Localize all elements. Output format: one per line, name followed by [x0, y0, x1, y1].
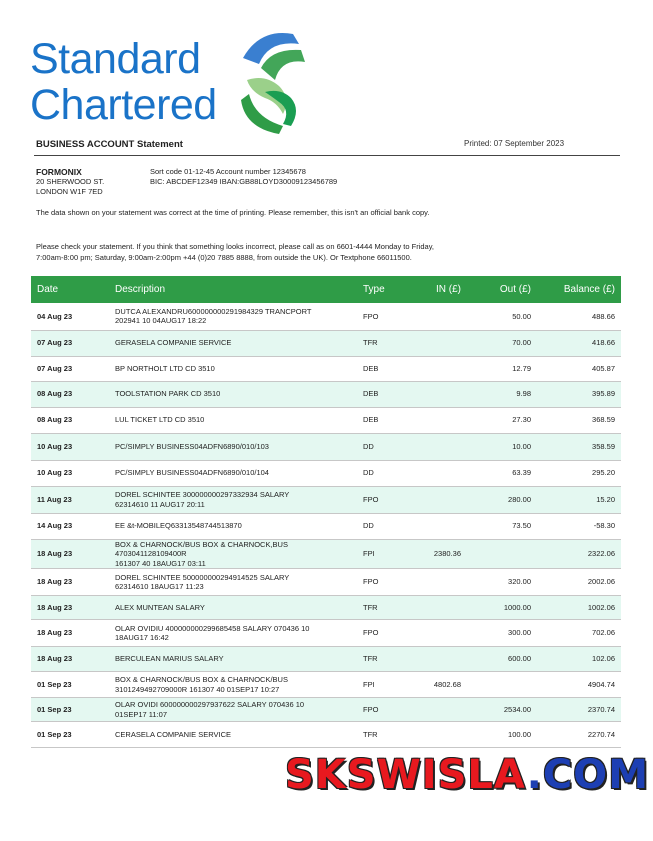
cell-balance: 358.59	[592, 441, 615, 451]
cell-type: DEB	[363, 389, 379, 399]
cell-description: OLAR OVIDI 600000000297937622 SALARY 070436 10 01SEP17 11:07	[115, 700, 305, 719]
cell-out: 100.00	[508, 729, 531, 739]
table-row	[31, 356, 621, 381]
table-row	[31, 433, 621, 460]
cell-out: 70.00	[512, 338, 531, 348]
cell-out: 600.00	[508, 654, 531, 664]
cell-description: OLAR OVIDIU 400000000299685458 SALARY 070436 10 18AUG17 16:42	[115, 623, 310, 642]
cell-balance: 488.66	[592, 311, 615, 321]
cell-balance: 295.20	[592, 468, 615, 478]
cell-type: DD	[363, 441, 374, 451]
cell-date: 01 Sep 23	[37, 704, 72, 714]
table-row	[31, 539, 621, 569]
cell-date: 10 Aug 23	[37, 441, 73, 451]
table-row	[31, 596, 621, 620]
cell-date: 18 Aug 23	[37, 602, 73, 612]
table-row	[31, 381, 621, 407]
header-type: Type	[363, 284, 385, 295]
cell-balance: 368.59	[592, 415, 615, 425]
cell-type: TFR	[363, 602, 378, 612]
cell-description: EE &t-MOBILEQ63313548744513870	[115, 521, 242, 531]
cell-in	[412, 647, 467, 672]
cell-balance: 2002.06	[587, 577, 615, 587]
cell-in	[412, 330, 467, 356]
bank-logo	[30, 36, 330, 136]
cell-out: 1000.00	[503, 602, 531, 612]
cell-date: 18 Aug 23	[37, 628, 73, 638]
cell-date: 18 Aug 23	[37, 654, 73, 664]
header-date: Date	[37, 284, 59, 295]
table-row	[31, 407, 621, 433]
cell-type: FPO	[363, 494, 379, 504]
cell-type: FPI	[363, 679, 375, 689]
cell-type: FPI	[363, 549, 375, 558]
cell-out: 320.00	[508, 577, 531, 587]
table-row	[31, 486, 621, 513]
bank-logo-mark-icon	[235, 28, 315, 138]
cell-out: 12.79	[512, 363, 531, 373]
cell-description: ALEX MUNTEAN SALARY	[115, 602, 205, 612]
address-line-1: 20 SHERWOOD ST.	[36, 177, 105, 186]
cell-type: DEB	[363, 415, 379, 425]
cell-type: DD	[363, 468, 374, 478]
cell-description: PC/SIMPLY BUSINESS04ADFN6890/010/104	[115, 468, 269, 478]
cell-out: 73.50	[512, 521, 531, 531]
table-row	[31, 303, 621, 330]
cell-description: LUL TICKET LTD CD 3510	[115, 415, 205, 425]
cell-balance: 1002.06	[587, 602, 615, 612]
cell-description: BERCULEAN MARIUS SALARY	[115, 654, 224, 664]
cell-out	[467, 539, 537, 569]
cell-in	[412, 486, 467, 513]
cell-description: DUTCA ALEXANDRU600000000291984329 TRANCPORT 202941 10 04AUG17 18:22	[115, 306, 312, 326]
cell-date: 07 Aug 23	[37, 363, 73, 373]
cell-type: TFR	[363, 338, 378, 348]
cell-date: 10 Aug 23	[37, 468, 73, 478]
cell-balance: 15.20	[596, 494, 615, 504]
cell-in	[412, 303, 467, 330]
transactions-body	[31, 303, 621, 748]
table-row	[31, 460, 621, 486]
cell-in	[412, 596, 467, 620]
table-row	[31, 647, 621, 672]
cell-date: 04 Aug 23	[37, 311, 73, 321]
cell-description: PC/SIMPLY BUSINESS04ADFN6890/010/103	[115, 441, 269, 451]
table-row	[31, 672, 621, 698]
cell-balance: 702.06	[592, 628, 615, 638]
cell-balance: 102.06	[592, 654, 615, 664]
statement-title: BUSINESS ACCOUNT Statement	[36, 139, 183, 150]
cell-date: 18 Aug 23	[37, 577, 73, 587]
cell-in	[412, 460, 467, 486]
cell-out: 50.00	[512, 311, 531, 321]
cell-description: BP NORTHOLT LTD CD 3510	[115, 363, 215, 373]
cell-out: 10.00	[512, 441, 531, 451]
table-row	[31, 513, 621, 539]
table-row	[31, 722, 621, 748]
cell-date: 01 Sep 23	[37, 729, 72, 739]
cell-type: FPO	[363, 704, 379, 714]
address-line-2: LONDON W1F 7ED	[36, 187, 103, 196]
cell-balance: 2270.74	[587, 729, 615, 739]
cell-date: 11 Aug 23	[37, 494, 72, 504]
cell-out	[467, 672, 537, 698]
cell-date: 18 Aug 23	[37, 549, 73, 558]
customer-address	[36, 167, 104, 197]
watermark: SKSWISLA.COM	[285, 752, 649, 798]
cell-in	[412, 513, 467, 539]
cell-description: TOOLSTATION PARK CD 3510	[115, 389, 221, 399]
cell-type: TFR	[363, 654, 378, 664]
cell-in	[412, 381, 467, 407]
cell-date: 08 Aug 23	[37, 389, 73, 399]
company-name: FORMONIX	[36, 167, 82, 177]
bic-iban: BIC: ABCDEF12349 IBAN:GB88LOYD30009123456789	[150, 177, 338, 186]
sort-code-account: Sort code 01-12-45 Account number 12345678	[150, 167, 306, 176]
cell-out: 280.00	[508, 494, 531, 504]
bank-name: Standard Chartered	[30, 35, 217, 129]
cell-date: 08 Aug 23	[37, 415, 73, 425]
cell-out: 2534.00	[503, 704, 531, 714]
header-balance: Balance (£)	[563, 284, 615, 295]
transactions-table	[31, 276, 621, 748]
cell-date: 01 Sep 23	[37, 679, 72, 689]
cell-date: 07 Aug 23	[37, 338, 73, 348]
accuracy-note: The data shown on your statement was correct at the time of printing. Please remember, this isn't an official bank copy.	[36, 208, 430, 217]
table-row	[31, 620, 621, 647]
cell-in	[412, 722, 467, 748]
header-in: IN (£)	[436, 284, 461, 295]
cell-in	[412, 433, 467, 460]
cell-description: GERASELA COMPANIE SERVICE	[115, 338, 232, 348]
header-out: Out (£)	[499, 284, 531, 295]
cell-type: TFR	[363, 729, 378, 739]
cell-out: 300.00	[508, 628, 531, 638]
cell-balance: 418.66	[592, 338, 615, 348]
cell-out: 9.98	[516, 389, 531, 399]
header-description: Description	[115, 284, 166, 295]
table-row	[31, 330, 621, 356]
cell-balance: 395.89	[592, 389, 615, 399]
cell-type: FPO	[363, 628, 379, 638]
cell-description: DOREL SCHINTEE 300000000297332934 SALARY 62314610 11 AUG17 20:11	[115, 490, 290, 509]
table-row	[31, 698, 621, 722]
cell-in	[412, 698, 467, 722]
cell-balance: 2322.06	[587, 549, 615, 558]
cell-description: BOX & CHARNOCK/BUS BOX & CHARNOCK/BUS 3101249492709000R 161307 40 01SEP17 10:27	[115, 675, 288, 694]
cell-in: 2380.36	[433, 549, 461, 558]
cell-balance: -58.30	[593, 521, 615, 531]
header-divider	[34, 155, 620, 156]
cell-in	[412, 569, 467, 596]
cell-description: CERASELA COMPANIE SERVICE	[115, 729, 232, 739]
cell-type: FPO	[363, 577, 379, 587]
cell-type: FPO	[363, 311, 379, 321]
table-header	[31, 276, 621, 303]
cell-description: DOREL SCHINTEE 500000000294914525 SALARY 62314610 18AUG17 11:23	[115, 572, 290, 591]
cell-balance: 4904.74	[587, 679, 615, 689]
cell-balance: 405.87	[592, 363, 615, 373]
cell-in: 4802.68	[433, 679, 461, 689]
printed-date: Printed: 07 September 2023	[464, 139, 565, 148]
cell-type: DD	[363, 521, 374, 531]
table-row	[31, 569, 621, 596]
contact-note: Please check your statement. If you think that something looks incorrect, please call as on 6601-4444 Monday to Friday, 7:00am-8:00 pm; Saturday, 9:00am-2:00pm +44 (0)20 7885 8888, from outside the UK). Or Textphone 66011500.	[36, 242, 434, 262]
cell-description: BOX & CHARNOCK/BUS BOX & CHARNOCK,BUS 4703041128109400R 161307 40 18AUG17 03:11	[115, 539, 288, 568]
account-details	[150, 167, 337, 187]
cell-balance: 2370.74	[587, 704, 615, 714]
cell-out: 27.30	[512, 415, 531, 425]
cell-in	[412, 620, 467, 647]
cell-date: 14 Aug 23	[37, 521, 73, 531]
cell-in	[412, 407, 467, 433]
cell-type: DEB	[363, 363, 379, 373]
cell-out: 63.39	[512, 468, 531, 478]
cell-in	[412, 356, 467, 381]
